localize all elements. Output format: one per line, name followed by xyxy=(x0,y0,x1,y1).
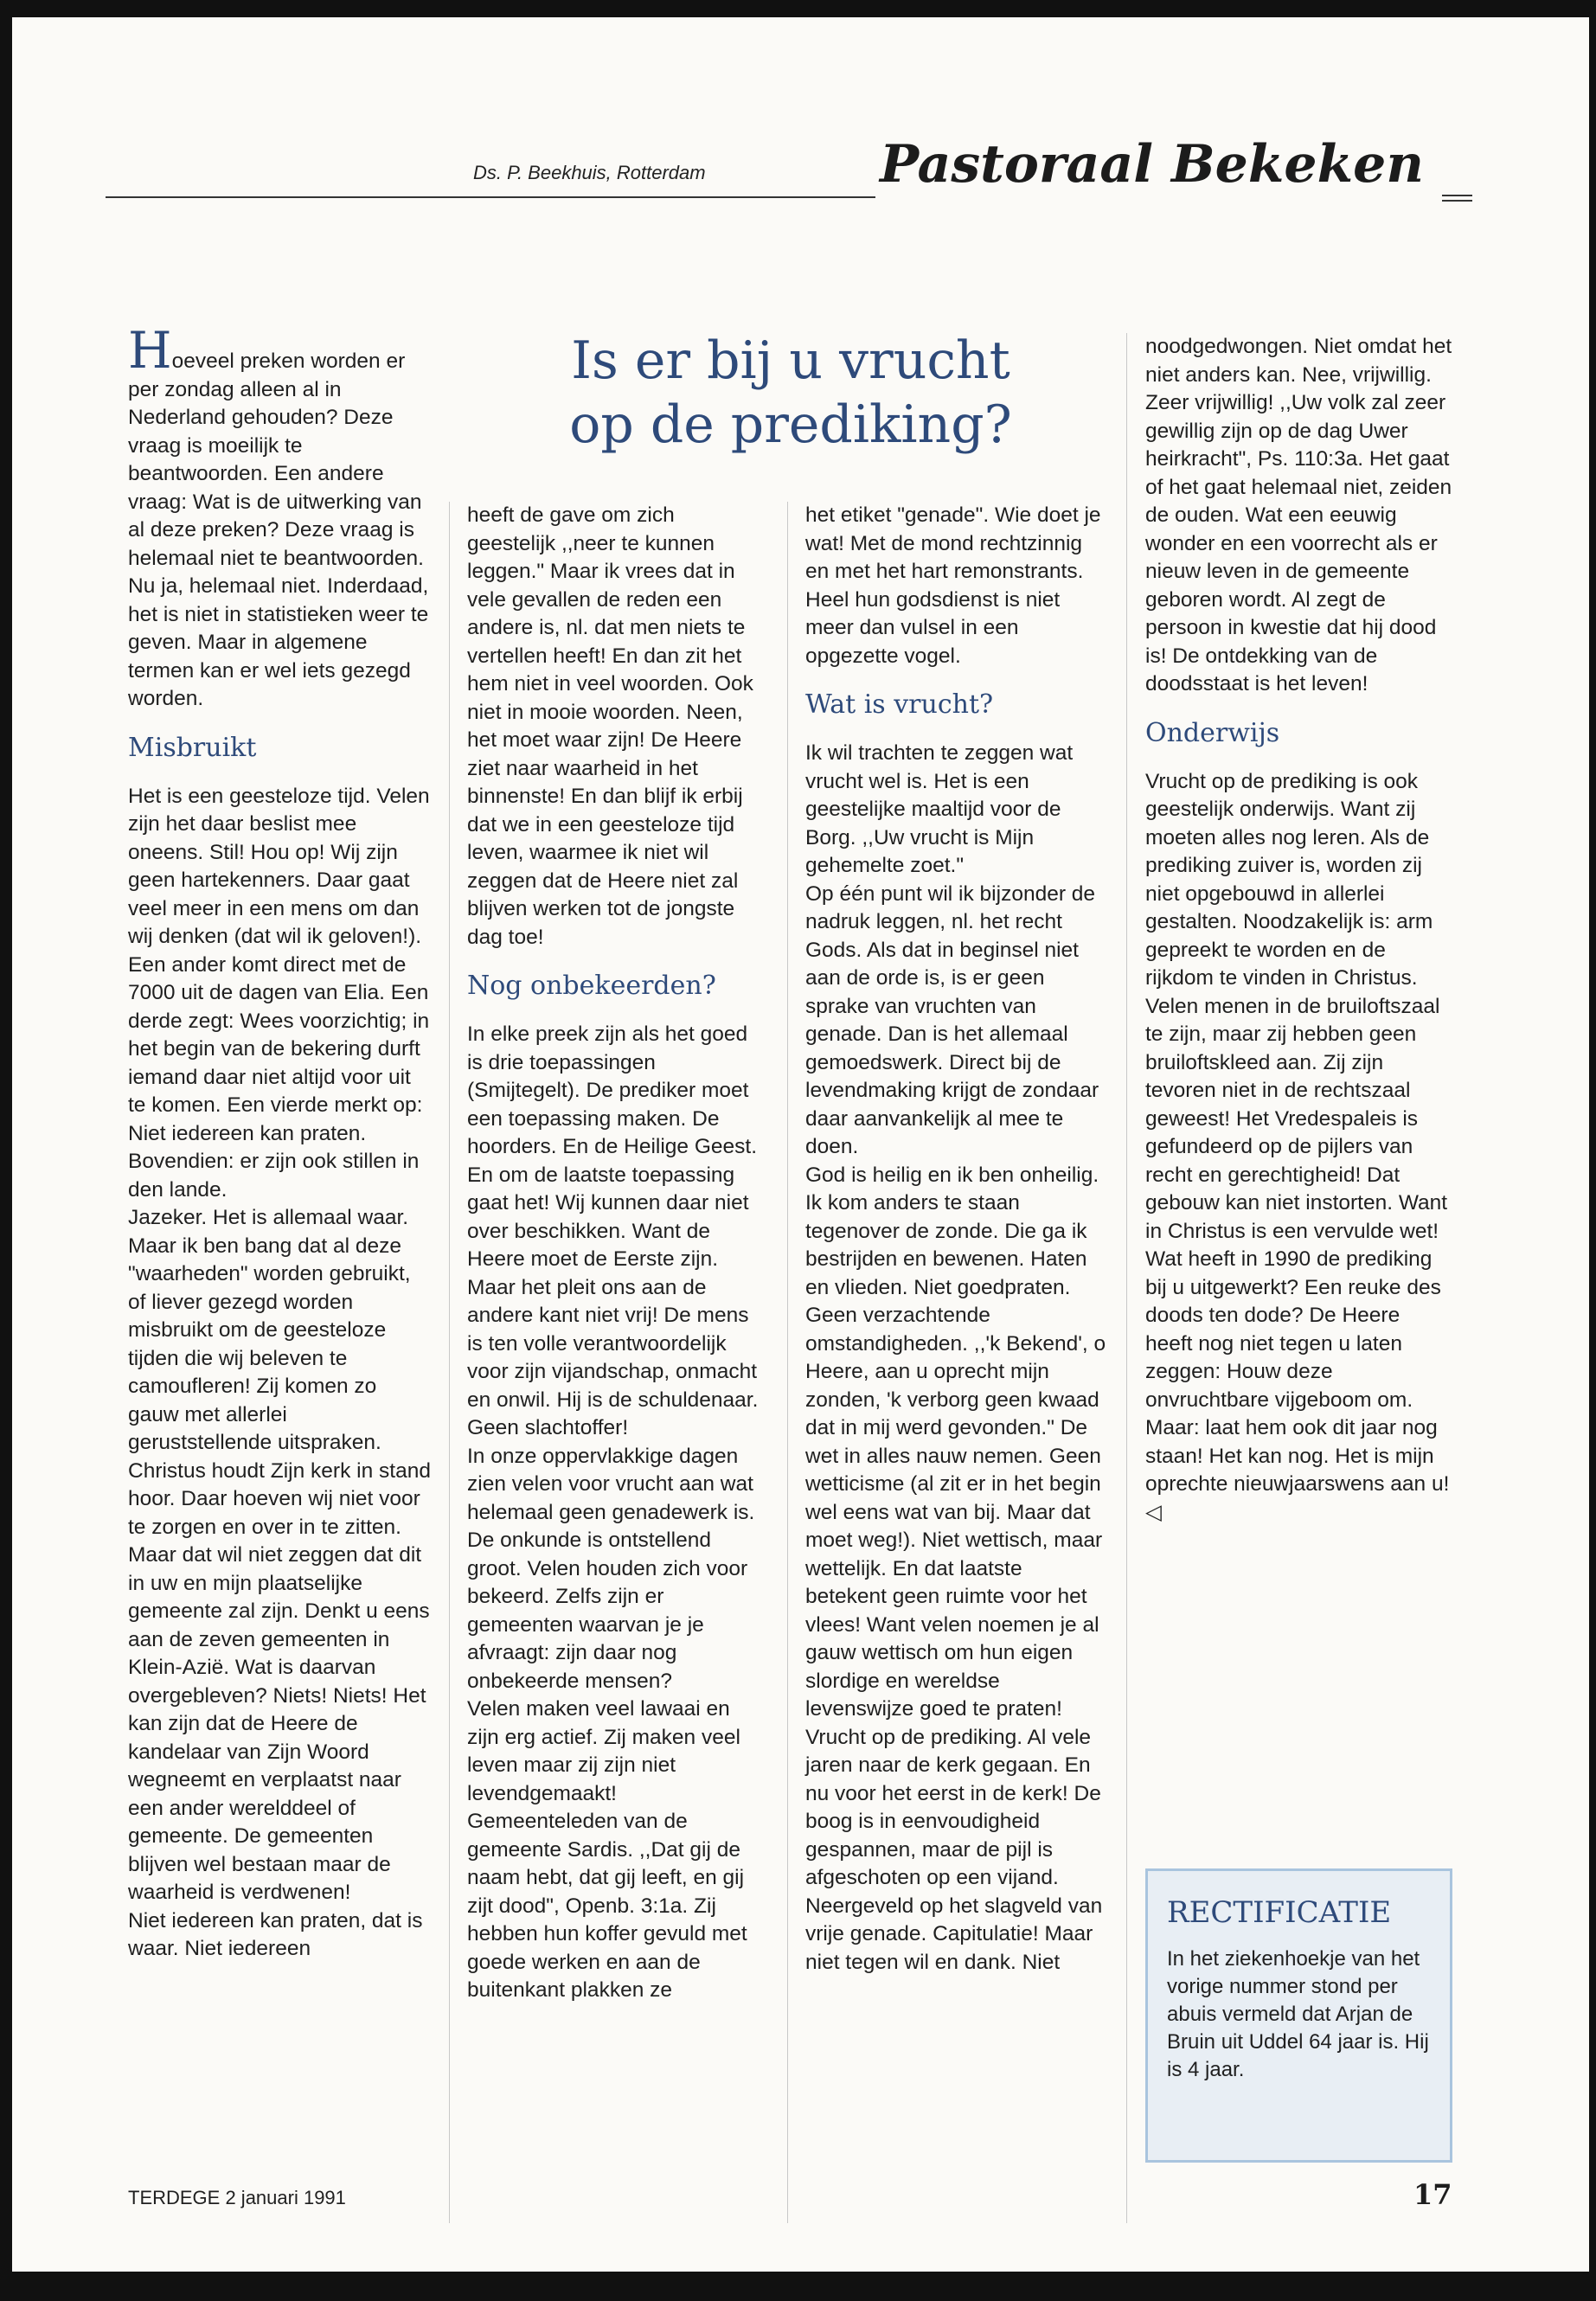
paragraph: Ik wil trachten te zeggen wat vrucht wel is. Het is een geestelijke maaltijd voor de Borg. ,,Uw vrucht is Mijn gehemelte zoet." xyxy=(805,741,1074,877)
rectificatie-title: RECTIFICATIE xyxy=(1167,1895,1392,1930)
subheading-onderwijs: Onderwijs xyxy=(1145,717,1280,748)
paragraph: Wat heeft in 1990 de prediking bij u uitgewerkt? Een reuke des doods ten dode? De Heere heeft nog niet tegen u laten zeggen: Houw deze onvruchtbare vijgeboom om. Maar: laat hem ook dit jaar nog staan! Het kan nog. Het is mijn oprechte nieuwjaarswens aan u! ◁ xyxy=(1145,1247,1450,1524)
page-number: 17 xyxy=(1413,2178,1452,2211)
subheading-wat-is-vrucht: Wat is vrucht? xyxy=(805,689,994,720)
author-byline: Ds. P. Beekhuis, Rotterdam xyxy=(473,162,706,183)
paragraph: In elke preek zijn als het goed is drie toepassingen (Smijtegelt). De prediker moet een toepassing maken. De hoorders. En de Heilige Geest. En om de laatste toepassing gaat het! Wij kunnen daar niet over beschikken. Want de Heere moet de Eerste zijn. Maar het pleit ons aan de andere kant niet vrij! De mens is ten volle verantwoordelijk voor zijn vijandschap, onmacht en onwil. Hij is de schuldenaar. Geen slachtoffer! xyxy=(467,1022,759,1439)
header-rule xyxy=(106,196,875,198)
article-title-line1: Is er bij u vrucht xyxy=(571,330,1010,391)
paragraph: Het is een geesteloze tijd. Velen zijn het daar beslist mee oneens. Stil! Hou op! Wij zijn geen hartekenners. Daar gaat veel meer in een mens om dan wij denken (dat wil ik geloven!). Een ander komt direct met de 7000 uit de dagen van Elia. Een derde zegt: Wees voorzichtig; in het begin van de bekering durft iemand daar niet altijd voor uit te komen. Een vierde merkt op: Niet iedereen kan praten. Bovendien: er zijn ook stillen in den lande. xyxy=(128,784,430,1202)
column-divider xyxy=(787,502,788,2223)
drop-cap: H xyxy=(128,321,172,380)
footer-publication: TERDEGE 2 januari 1991 xyxy=(128,2187,346,2208)
paragraph: het etiket "genade". Wie doet je wat! Met de mond rechtzinnig en met het hart remonstrants. Heel hun godsdienst is niet meer dan vulsel in een opgezette vogel. xyxy=(805,503,1101,668)
paragraph: Niet iedereen kan praten, dat is waar. Niet iedereen xyxy=(128,1908,423,1960)
paragraph: Op één punt wil ik bijzonder de nadruk leggen, nl. het recht Gods. Als dat in beginsel niet aan de orde is, is er geen sprake van vruchten van genade. Dan is het allemaal gemoedswerk. Direct bij de levendmaking krijgt de zondaar daar aanvankelijk al mee te doen. xyxy=(805,881,1099,1158)
column-divider xyxy=(1126,333,1127,2223)
subheading-misbruikt: Misbruikt xyxy=(128,732,257,763)
paragraph: Vrucht op de prediking is ook geestelijk onderwijs. Want zij moeten alles nog leren. Als de prediking zuiver is, worden zij niet opgebouwd in allerlei gestalten. Noodzakelijk is: arm gepreekt te worden en de rijkdom te vinden in Christus. Velen menen in de bruiloftszaal te zijn, maar zij hebben geen bruiloftskleed aan. Zij zijn tevoren niet in de rechtszaal geweest! Het Vredespaleis is gefundeerd op de pijlers van recht en gerechtigheid! Dat gebouw kan niet instorten. Want in Christus is een vervulde wet! xyxy=(1145,769,1448,1243)
subheading-nog-onbekeerden: Nog onbekeerden? xyxy=(467,971,716,1001)
column-divider xyxy=(449,502,450,2223)
article-title-line2: op de prediking? xyxy=(569,394,1012,455)
paragraph: Vrucht op de prediking. Al vele jaren naar de kerk gegaan. En nu voor het eerst in de kerk! De boog is in eenvoudigheid gespannen, maar de pijl is afgeschoten op een vijand. Neergeveld op het slagveld van vrije genade. Capitulatie! Maar niet tegen wil en dank. Niet xyxy=(805,1725,1103,1974)
paragraph: God is heilig en ik ben onheilig. Ik kom anders te staan tegenover de zonde. Die ga ik bestrijden en bewenen. Haten en vlieden. Niet goedpraten. Geen verzachtende omstandigheden. ,,'k Bekend', o Heere, aan u oprecht mijn zonden, 'k verborg geen kwaad dat in mij werd gevonden." De wet in alles nauw nemen. Geen wetticisme (al zit er in het begin wel eens wat van bij. Maar dat moet weg!). Niet wettisch, maar wettelijk. En dat laatste betekent geen ruimte voor het vlees! Want velen noemen je al gauw wettisch om hun eigen slordige en wereldse levenswijze goed te praten! xyxy=(805,1163,1106,1721)
column-1 xyxy=(128,321,431,1964)
intro-paragraph: Hoeveel preken worden er per zondag alleen al in Nederland gehouden? Deze vraag is moeilijk te beantwoorden. Een andere vraag: Wat is de uitwerking van al deze preken? Deze vraag is helemaal niet te beantwoorden. Nu ja, helemaal niet. Inderdaad, het is niet in statistieken weer te geven. Maar in algemene termen kan er wel iets gezegd worden. xyxy=(128,321,429,710)
column-2 xyxy=(467,502,761,2005)
header-rule-right xyxy=(1442,195,1472,202)
paragraph: heeft de gave om zich geestelijk ,,neer te kunnen leggen." Maar ik vrees dat in vele gevallen de reden een andere is, nl. dat men niets te vertellen heeft! En dan zit het hem niet in veel woorden. Ook niet in mooie woorden. Neen, het moet waar zijn! De Heere ziet naar waarheid in het binnenste! En dan blijf ik erbij dat we in een geesteloze tijd leven, waarmee ik niet wil zeggen dat de Heere niet zal blijven werken tot de jongste dag toe! xyxy=(467,503,753,949)
paragraph: Velen maken veel lawaai en zijn erg actief. Zij maken veel leven maar zij zijn niet levendgemaakt! Gemeenteleden van de gemeente Sardis. ,,Dat gij de naam hebt, dat gij leeft, en gij zijt dood", Openb. 3:1a. Zij hebben hun koffer gevuld met goede werken en aan de buitenkant plakken ze xyxy=(467,1697,747,2002)
paragraph: noodgedwongen. Niet omdat het niet anders kan. Nee, vrijwillig. Zeer vrijwillig! ,,Uw volk zal zeer gewillig zijn op de dag Uwer heirkracht", Ps. 110:3a. Het gaat of het gaat helemaal niet, zeiden de ouden. Wat een eeuwig wonder en een voorrecht als er nieuw leven in de gemeente geboren wordt. Al zegt de persoon in kwestie dat hij dood is! De ontdekking van de doodsstaat is het leven! xyxy=(1145,335,1452,695)
column-3 xyxy=(805,502,1108,1977)
column-4 xyxy=(1145,333,1452,1527)
article-title xyxy=(497,329,1085,457)
paragraph: In onze oppervlakkige dagen zien velen voor vrucht aan wat helemaal geen genadewerk is. De onkunde is ontstellend groot. Velen houden zich voor bekeerd. Zelfs zijn er gemeenten waarvan je je afvraagt: zijn daar nog onbekeerde mensen? xyxy=(467,1444,755,1693)
page-header xyxy=(106,134,1472,203)
rectificatie-text: In het ziekenhoekje van het vorige nummer stond per abuis vermeld dat Arjan de Bruin uit Uddel 64 jaar is. Hij is 4 jaar. xyxy=(1167,1947,1429,2081)
rectificatie-box xyxy=(1145,1868,1452,2163)
rubric-title: Pastoraal Bekeken xyxy=(880,134,1424,195)
paragraph: Jazeker. Het is allemaal waar. Maar ik ben bang dat al deze "waarheden" worden gebruikt, of liever gezegd worden misbruikt om de geesteloze tijden die wij beleven te camoufleren! Zij komen zo gauw met allerlei geruststellende uitspraken. Christus houdt Zijn kerk in stand hoor. Daar hoeven wij niet voor te zorgen en over in te zitten. Maar dat wil niet zeggen dat dit in uw en mijn plaatselijke gemeente zal zijn. Denkt u eens aan de zeven gemeenten in Klein-Azië. Wat is daarvan overgebleven? Niets! Niets! Het kan zijn dat de Heere de kandelaar van Zijn Woord wegneemt en verplaatst naar een ander werelddeel of gemeente. De gemeenten blijven wel bestaan maar de waarheid is verdwenen! xyxy=(128,1206,431,1904)
